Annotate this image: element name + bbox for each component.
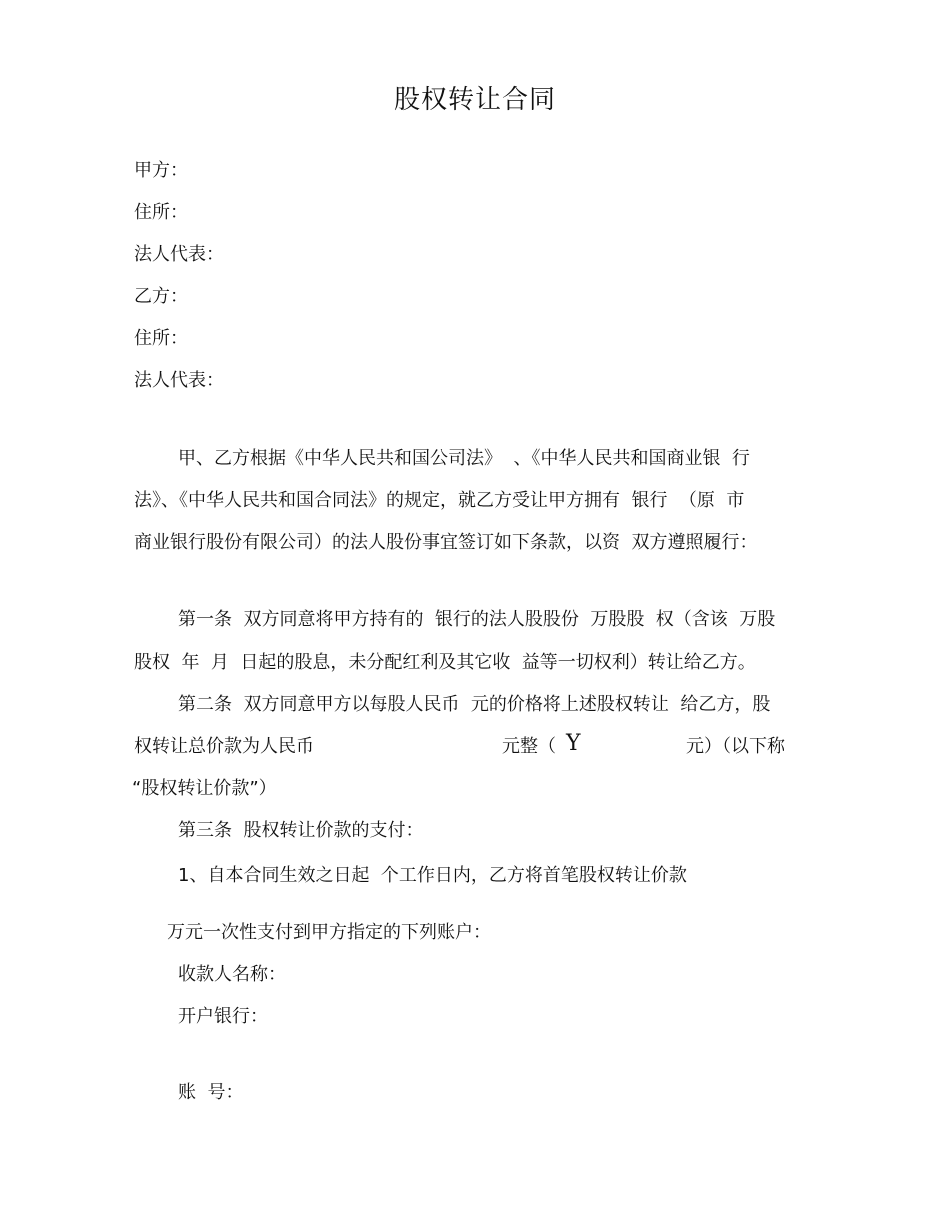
article-2-line-1: 第二条 双方同意甲方以每股人民币 元的价格将上述股权转让 给乙方，股 bbox=[178, 694, 771, 715]
yen-symbol: Y bbox=[566, 731, 581, 756]
party-a-label: 甲方： bbox=[134, 160, 188, 181]
party-b-label: 乙方： bbox=[134, 286, 188, 307]
preamble-line-2: 法》、《中华人民共和国合同法》的规定，就乙方受让甲方拥有 银行 （原 市 bbox=[134, 490, 745, 511]
article-3-item-1-continuation: 万元一次性支付到甲方指定的下列账户： bbox=[167, 922, 491, 943]
article-2-line-3: “股权转让价款”） bbox=[132, 778, 277, 799]
preamble-line-1: 甲、乙方根据《中华人民共和国公司法》 、《中华人民共和国商业银 行 bbox=[178, 448, 750, 469]
article-1-line-2: 股权 年 月 日起的股息，未分配红利及其它收 益等一切权利）转让给乙方。 bbox=[134, 652, 756, 673]
party-a-representative-label: 法人代表： bbox=[134, 244, 224, 265]
article-2-line-2-end: 元）（以下称 bbox=[686, 736, 785, 757]
article-3-heading: 第三条 股权转让价款的支付： bbox=[178, 820, 424, 841]
article-3-item-1: 1、自本合同生效之日起 个工作日内，乙方将首笔股权转让价款 bbox=[178, 865, 687, 886]
preamble-line-3: 商业银行股份有限公司）的法人股份事宜签订如下条款，以资 双方遵照履行： bbox=[134, 532, 758, 553]
article-1-line-1: 第一条 双方同意将甲方持有的 银行的法人股股份 万股股 权（含该 万股 bbox=[178, 609, 776, 630]
party-b-address-label: 住所： bbox=[134, 328, 188, 349]
document-title: 股权转让合同 bbox=[393, 85, 556, 115]
article-2-line-2-start: 权转让总价款为人民币 bbox=[134, 736, 314, 757]
party-a-address-label: 住所： bbox=[134, 202, 188, 223]
party-b-representative-label: 法人代表： bbox=[134, 370, 224, 391]
payee-name-label: 收款人名称： bbox=[178, 964, 286, 985]
bank-label: 开户银行： bbox=[178, 1006, 268, 1027]
account-number-label: 账 号： bbox=[178, 1082, 244, 1103]
article-2-line-2-middle: 元整（ bbox=[502, 736, 556, 757]
